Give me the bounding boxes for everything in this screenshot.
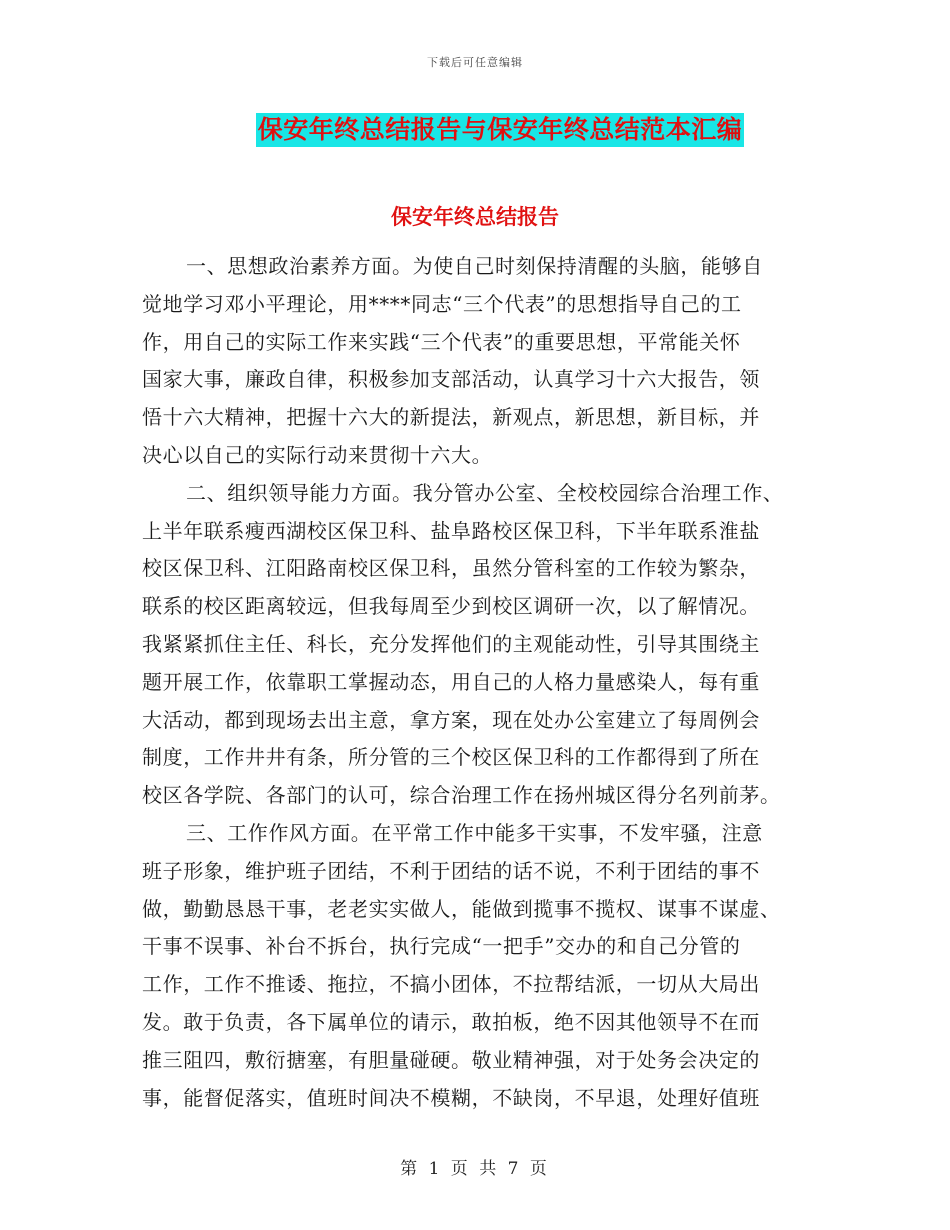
text-line: 我紧紧抓住主任、科长，充分发挥他们的主观能动性，引导其围绕主: [142, 631, 760, 656]
text-line: 决心以自己的实际行动来贯彻十六大。: [142, 442, 493, 467]
page-footer: 第 1 页 共 7 页: [400, 1159, 550, 1179]
header-note: 下载后可任意编辑: [427, 56, 523, 69]
text-line: 做，勤勤恳恳干事，老老实实做人，能做到揽事不揽权、谋事不谋虚、: [142, 896, 781, 921]
text-line: 三、工作作风方面。在平常工作中能多干实事，不发牢骚，注意: [186, 820, 763, 845]
text-line: 工作，工作不推诿、拖拉，不搞小团体，不拉帮结派，一切从大局出: [142, 972, 760, 997]
document-body: [142, 248, 810, 1117]
text-line: 上半年联系瘦西湖校区保卫科、盐阜路校区保卫科，下半年联系淮盐: [142, 518, 760, 543]
section-title: 保安年终总结报告: [391, 205, 559, 229]
text-line: 觉地学习邓小平理论，用****同志“三个代表”的思想指导自己的工: [142, 291, 742, 316]
text-line: 校区保卫科、江阳路南校区保卫科，虽然分管科室的工作较为繁杂，: [142, 556, 760, 581]
text-line: 一、思想政治素养方面。为使自己时刻保持清醒的头脑，能够自: [186, 254, 763, 278]
main-title-container: [0, 113, 950, 147]
text-line: 干事不误事、补台不拆台，执行完成“一把手”交办的和自己分管的: [142, 934, 741, 959]
text-line: 国家大事，廉政自律，积极参加支部活动，认真学习十六大报告，领: [142, 367, 760, 392]
text-line: 大活动，都到现场去出主意，拿方案，现在处办公室建立了每周例会: [142, 707, 760, 732]
text-line: 发。敢于负责，各下属单位的请示，敢拍板，绝不因其他领导不在而: [142, 1009, 760, 1034]
text-line: 悟十六大精神，把握十六大的新提法，新观点，新思想，新目标，并: [142, 405, 760, 430]
text-line: 校区各学院、各部门的认可，综合治理工作在扬州城区得分名列前茅。: [142, 783, 781, 808]
text-line: 推三阻四，敷衍搪塞，有胆量碰硬。敬业精神强，对于处务会决定的: [142, 1047, 760, 1072]
text-line: 联系的校区距离较远，但我每周至少到校区调研一次，以了解情况。: [142, 594, 760, 619]
text-line: 作，用自己的实际工作来实践“三个代表”的重要思想，平常能关怀: [142, 329, 741, 354]
main-title: 保安年终总结报告与保安年终总结范本汇编: [256, 113, 745, 147]
text-line: 班子形象，维护班子团结，不利于团结的话不说，不利于团结的事不: [142, 858, 760, 883]
text-line: 题开展工作，依靠职工掌握动态，用自己的人格力量感染人，每有重: [142, 669, 760, 694]
text-line: 制度，工作井井有条，所分管的三个校区保卫科的工作都得到了所在: [142, 745, 760, 770]
text-line: 二、组织领导能力方面。我分管办公室、全校校园综合治理工作、: [186, 480, 784, 505]
text-line: 事，能督促落实，值班时间决不模糊，不缺岗，不早退，处理好值班: [142, 1085, 760, 1110]
